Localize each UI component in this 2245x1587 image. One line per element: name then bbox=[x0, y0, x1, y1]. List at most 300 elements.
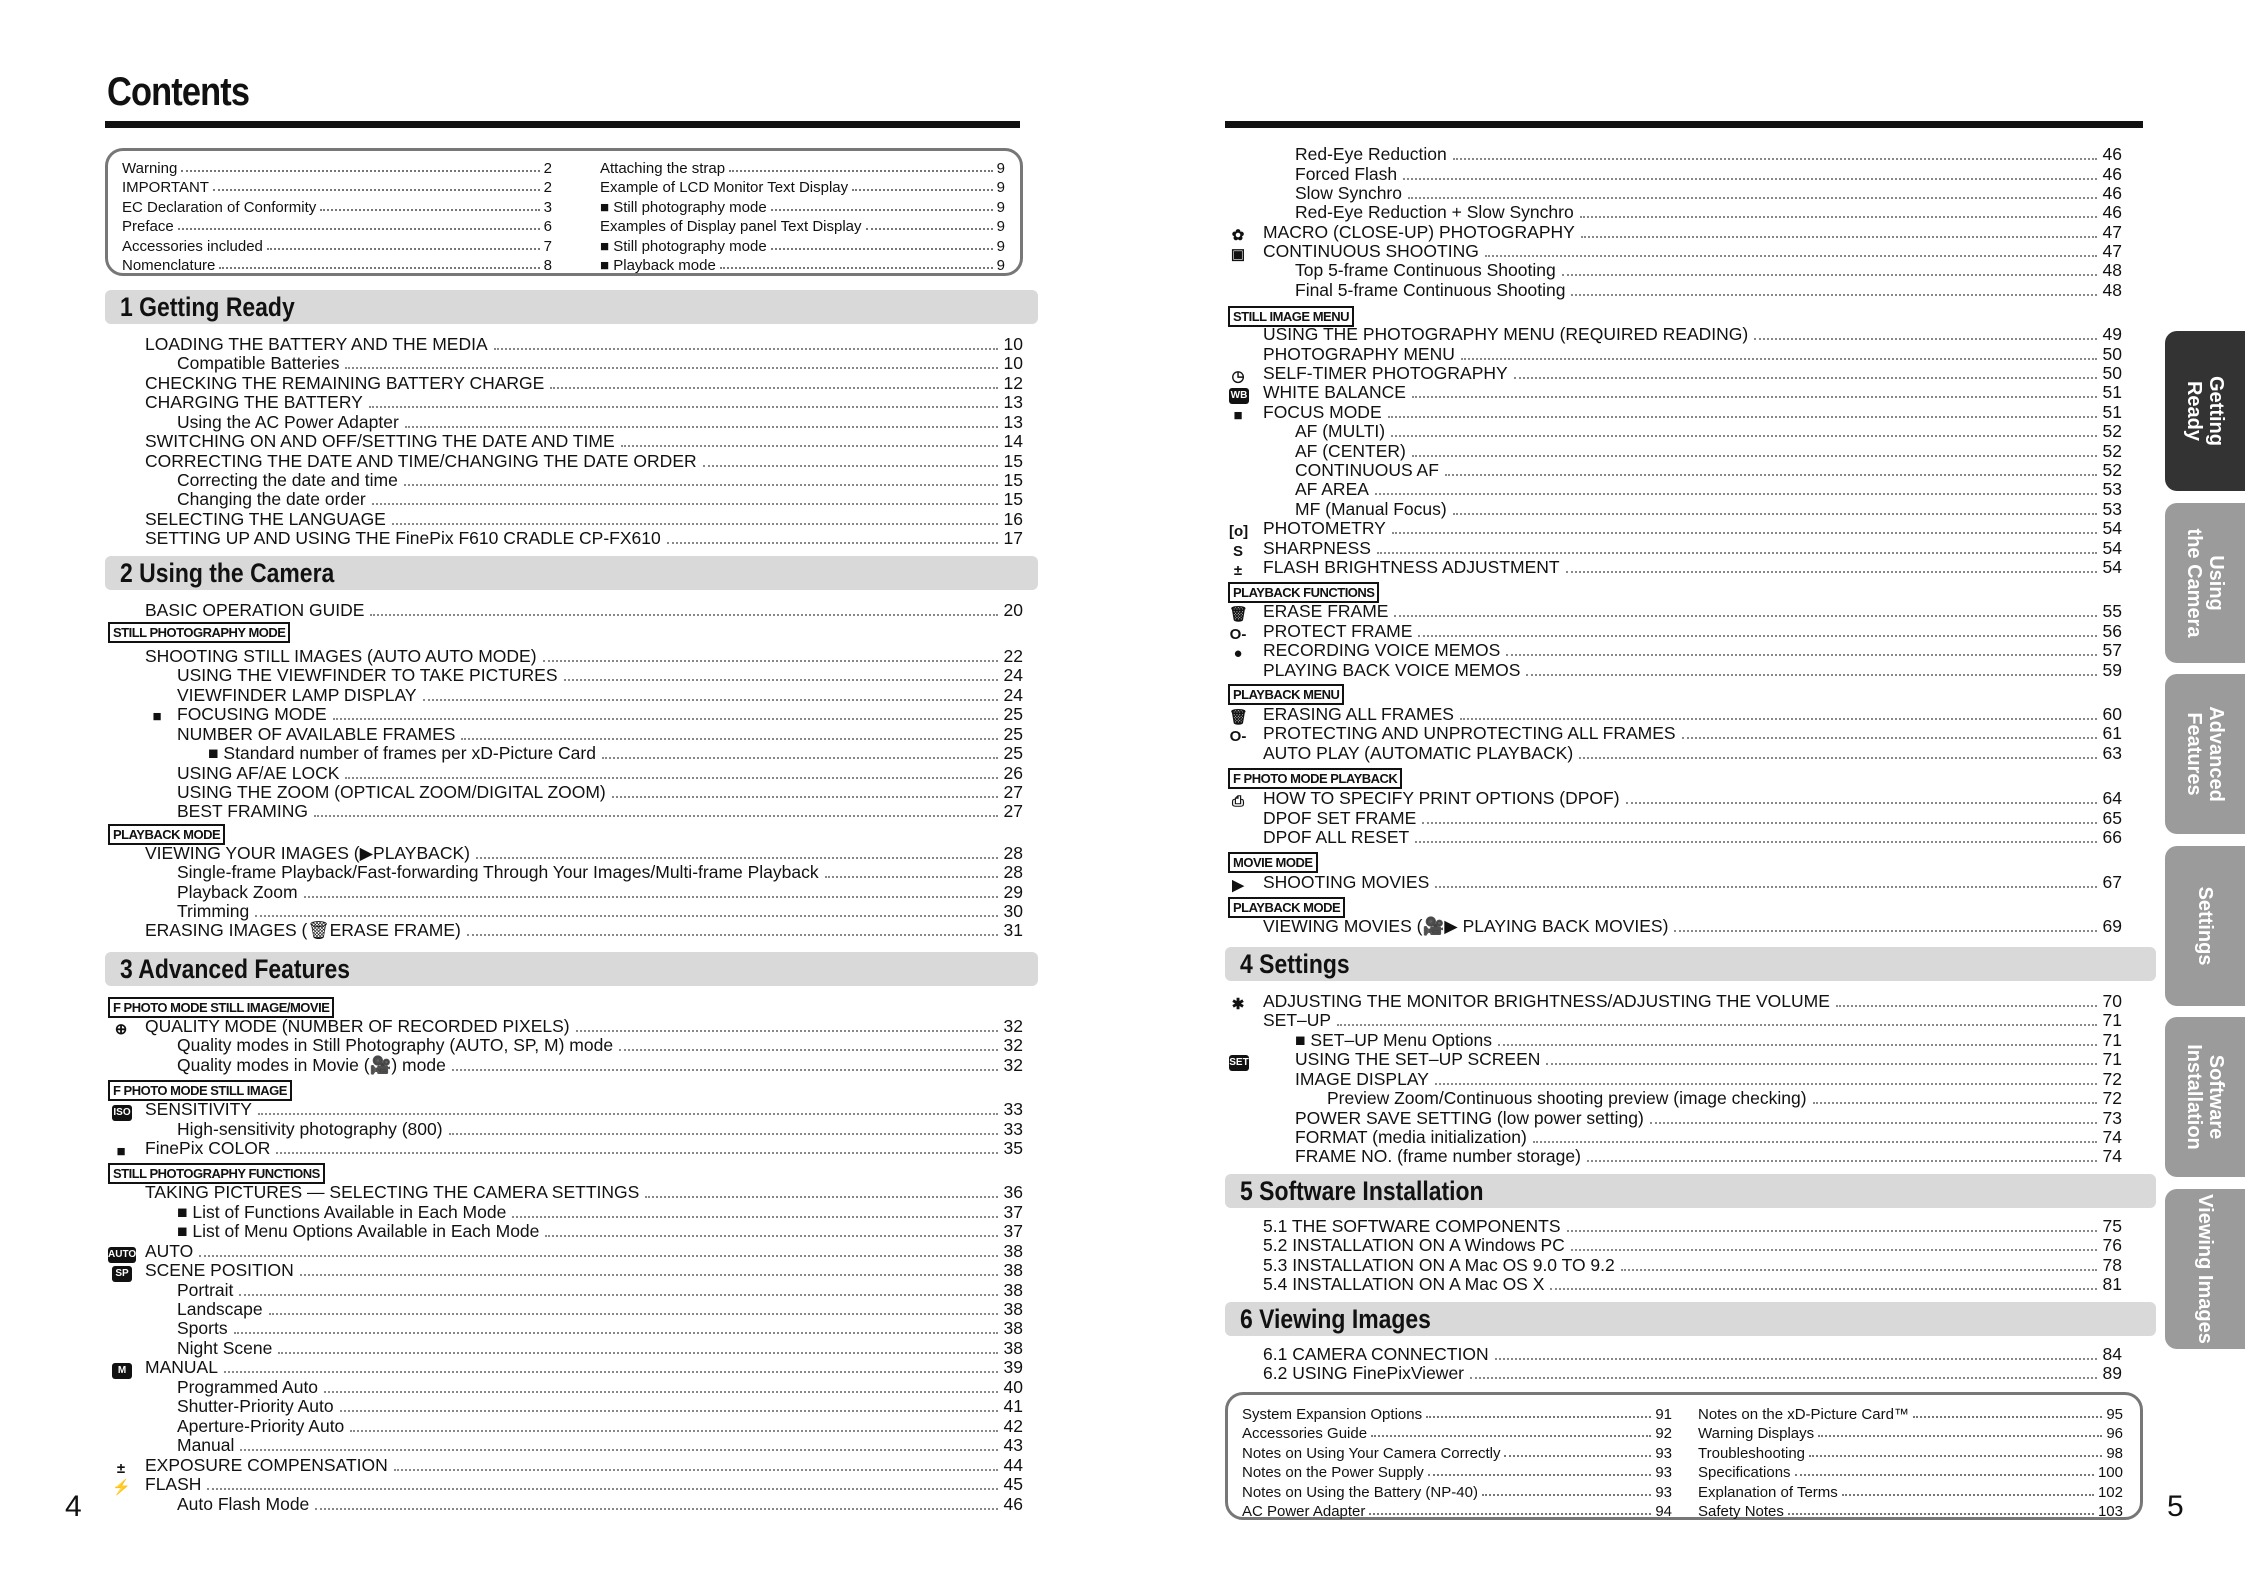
box-entry[interactable] bbox=[1698, 1442, 2123, 1462]
section-3-heading[interactable]: 3 Advanced Features bbox=[105, 952, 1038, 986]
box-entry[interactable] bbox=[1242, 1403, 1672, 1423]
leader-dots bbox=[1571, 1249, 2097, 1251]
toc-page-number: 89 bbox=[2102, 1363, 2122, 1384]
toc-page-number: 2 bbox=[543, 159, 552, 177]
toc-entry[interactable] bbox=[1263, 725, 2122, 744]
scene-position-icon: SP bbox=[112, 1266, 132, 1282]
toc-page-number: 40 bbox=[1003, 1377, 1023, 1398]
leader-dots bbox=[512, 1216, 997, 1218]
toc-page-number: 67 bbox=[2102, 872, 2122, 893]
toc-page-number: 51 bbox=[2102, 402, 2122, 423]
toc-entry[interactable] bbox=[1263, 829, 2122, 848]
toc-page-number: 66 bbox=[2102, 827, 2122, 848]
toc-entry[interactable] bbox=[1295, 462, 2122, 481]
leader-dots bbox=[1581, 236, 2097, 238]
leader-dots bbox=[1435, 1083, 2097, 1085]
toc-entry[interactable] bbox=[145, 1140, 1023, 1159]
chapter-tab-5[interactable] bbox=[2165, 1017, 2245, 1177]
leader-dots bbox=[1377, 552, 2097, 554]
toc-entry-label: Programmed Auto bbox=[177, 1377, 319, 1398]
toc-page-number: 44 bbox=[1003, 1455, 1023, 1476]
toc-entry-label: VIEWFINDER LAMP DISPLAY bbox=[177, 685, 417, 706]
toc-page-number: 26 bbox=[1003, 763, 1023, 784]
toc-entry-label: Nomenclature bbox=[122, 257, 216, 274]
continuous-shooting-icon: ▣ bbox=[1230, 246, 1246, 263]
leader-dots bbox=[1562, 274, 2097, 276]
leader-dots bbox=[1580, 216, 2097, 218]
toc-entry[interactable] bbox=[1295, 282, 2122, 301]
toc-page-number: 32 bbox=[1003, 1016, 1023, 1037]
toc-page-number: 61 bbox=[2102, 723, 2122, 744]
toc-entry[interactable] bbox=[145, 1359, 1023, 1378]
toc-entry[interactable] bbox=[145, 602, 1023, 621]
toc-page-number: 25 bbox=[1003, 724, 1023, 745]
toc-page-number: 28 bbox=[1003, 862, 1023, 883]
toc-entry[interactable] bbox=[1295, 262, 2122, 281]
leader-dots bbox=[234, 1332, 998, 1334]
leader-dots bbox=[476, 857, 998, 859]
toc-entry-label: Warning bbox=[122, 159, 178, 177]
toc-page-number: 20 bbox=[1003, 600, 1023, 621]
toc-page-number: 50 bbox=[2102, 344, 2122, 365]
toc-page-number: 93 bbox=[1655, 1483, 1672, 1501]
toc-entry-label: Notes on Using the Battery (NP-40) bbox=[1242, 1483, 1478, 1501]
toc-entry[interactable] bbox=[177, 706, 1023, 725]
leader-dots bbox=[1428, 1474, 1652, 1476]
box-entry[interactable] bbox=[600, 177, 1005, 197]
toc-page-number: 3 bbox=[543, 198, 552, 216]
toc-entry[interactable] bbox=[1295, 501, 2122, 520]
box-entry[interactable] bbox=[122, 235, 552, 255]
leader-dots bbox=[1435, 886, 2096, 888]
toc-entry[interactable] bbox=[177, 1398, 1023, 1417]
box-entry[interactable] bbox=[122, 255, 552, 275]
toc-page-number: 69 bbox=[2102, 916, 2122, 937]
voice-memo-icon: ● bbox=[1233, 645, 1243, 662]
leader-dots bbox=[372, 503, 998, 505]
toc-entry[interactable] bbox=[1295, 423, 2122, 442]
toc-entry-label: USING AF/AE LOCK bbox=[177, 763, 340, 784]
toc-page-number: 96 bbox=[2106, 1425, 2123, 1442]
leader-dots bbox=[550, 387, 997, 389]
toc-page-number: 41 bbox=[1003, 1396, 1023, 1417]
toc-entry-label: DPOF ALL RESET bbox=[1263, 827, 1410, 848]
toc-entry-label: SENSITIVITY bbox=[145, 1099, 252, 1120]
chapter-tab-label: Settings bbox=[2194, 886, 2216, 966]
leader-dots bbox=[224, 1371, 998, 1373]
leader-dots bbox=[1795, 1474, 2094, 1476]
tag-playback-functions: PLAYBACK FUNCTIONS bbox=[1228, 582, 1379, 603]
toc-entry[interactable] bbox=[1263, 1012, 2122, 1031]
toc-entry-label: Notes on the Power Supply bbox=[1242, 1464, 1424, 1481]
chapter-tab-1[interactable] bbox=[2165, 331, 2245, 491]
tag-still-image-menu: STILL IMAGE MENU bbox=[1228, 306, 1354, 327]
section-4-heading[interactable]: 4 Settings bbox=[1225, 947, 2156, 981]
toc-entry[interactable] bbox=[177, 1037, 1023, 1056]
toc-page-number: 57 bbox=[2102, 640, 2122, 661]
toc-page-number: 65 bbox=[2102, 808, 2122, 829]
toc-entry-label: Examples of Display panel Text Display bbox=[600, 218, 862, 235]
leader-dots bbox=[320, 209, 539, 211]
box-entry[interactable] bbox=[1242, 1501, 1672, 1521]
toc-page-number: 76 bbox=[2102, 1235, 2122, 1256]
toc-page-number: 25 bbox=[1003, 704, 1023, 725]
toc-entry[interactable] bbox=[1295, 481, 2122, 500]
toc-page-number: 53 bbox=[2102, 499, 2122, 520]
toc-page-number: 2 bbox=[543, 179, 552, 196]
toc-page-number: 9 bbox=[996, 257, 1005, 274]
toc-entry-label: Red-Eye Reduction + Slow Synchro bbox=[1295, 202, 1574, 223]
toc-entry[interactable] bbox=[177, 355, 1023, 374]
toc-entry-label: SWITCHING ON AND OFF/SETTING THE DATE AND TIME bbox=[145, 431, 615, 452]
toc-entry-label: Specifications bbox=[1698, 1464, 1791, 1481]
toc-entry-label: Warning Displays bbox=[1698, 1425, 1815, 1442]
toc-entry-label: PLAYING BACK VOICE MEMOS bbox=[1263, 660, 1521, 681]
toc-entry[interactable] bbox=[145, 1101, 1023, 1120]
page-number-right: 5 bbox=[2167, 1490, 2184, 1523]
chapter-tab-label: Software Installation bbox=[2183, 1044, 2227, 1150]
toc-entry-label: Explanation of Terms bbox=[1698, 1483, 1838, 1501]
leader-dots bbox=[645, 1196, 997, 1198]
toc-entry[interactable] bbox=[208, 745, 1023, 764]
leader-dots bbox=[703, 465, 998, 467]
toc-entry-label: MACRO (CLOSE-UP) PHOTOGRAPHY bbox=[1263, 222, 1575, 243]
leader-dots bbox=[1485, 255, 2097, 257]
toc-page-number: 74 bbox=[2102, 1127, 2122, 1148]
toc-entry-label: NUMBER OF AVAILABLE FRAMES bbox=[177, 724, 456, 745]
toc-page-number: 54 bbox=[2102, 518, 2122, 539]
right-page bbox=[1122, 0, 2245, 1587]
toc-page-number: 13 bbox=[1003, 412, 1023, 433]
toc-page-number: 37 bbox=[1003, 1202, 1023, 1223]
toc-page-number: 50 bbox=[2102, 363, 2122, 384]
toc-entry[interactable] bbox=[1295, 204, 2122, 223]
box-entry[interactable] bbox=[122, 196, 552, 216]
toc-page-number: 54 bbox=[2102, 538, 2122, 559]
chapter-tab-label: Using the Camera bbox=[2183, 528, 2227, 638]
leader-dots bbox=[602, 757, 998, 759]
leader-dots bbox=[1415, 841, 2096, 843]
toc-entry[interactable] bbox=[145, 394, 1023, 413]
tag-still-photography-mode: STILL PHOTOGRAPHY MODE bbox=[108, 622, 290, 643]
leader-dots bbox=[576, 1030, 998, 1032]
toc-entry[interactable] bbox=[177, 884, 1023, 903]
toc-entry-label: TAKING PICTURES — SELECTING THE CAMERA SETTINGS bbox=[145, 1182, 640, 1203]
chapter-tab-label: Viewing Images bbox=[2194, 1194, 2216, 1344]
box-entry[interactable] bbox=[1242, 1481, 1672, 1501]
leader-dots bbox=[771, 209, 993, 211]
leader-dots bbox=[1453, 513, 2097, 515]
toc-entry[interactable] bbox=[177, 1437, 1023, 1456]
box-entry[interactable] bbox=[600, 157, 1005, 177]
box-entry[interactable] bbox=[122, 157, 552, 177]
toc-entry[interactable] bbox=[1263, 662, 2122, 681]
leader-dots bbox=[181, 170, 539, 172]
toc-entry-label: FinePix COLOR bbox=[145, 1138, 271, 1159]
toc-entry[interactable] bbox=[177, 1340, 1023, 1359]
toc-entry-label: Safety Notes bbox=[1698, 1503, 1784, 1520]
toc-page-number: 14 bbox=[1003, 431, 1023, 452]
section-2-heading[interactable]: 2 Using the Camera bbox=[105, 556, 1038, 590]
toc-page-number: 32 bbox=[1003, 1055, 1023, 1076]
box-entry[interactable] bbox=[600, 216, 1005, 236]
toc-entry-label: HOW TO SPECIFY PRINT OPTIONS (DPOF) bbox=[1263, 788, 1620, 809]
toc-entry-label: SHARPNESS bbox=[1263, 538, 1371, 559]
toc-entry-label: PROTECT FRAME bbox=[1263, 621, 1413, 642]
toc-entry-label: SHOOTING STILL IMAGES (AUTO AUTO MODE) bbox=[145, 646, 537, 667]
toc-entry-label: Example of LCD Monitor Text Display bbox=[600, 179, 849, 196]
leader-dots bbox=[545, 1235, 997, 1237]
toc-page-number: 47 bbox=[2102, 222, 2122, 243]
toc-entry-label: PROTECTING AND UNPROTECTING ALL FRAMES bbox=[1263, 723, 1676, 744]
leader-dots bbox=[1533, 1141, 2097, 1143]
chapter-tab-6[interactable] bbox=[2165, 1189, 2245, 1349]
toc-entry[interactable] bbox=[1263, 326, 2122, 345]
leader-dots bbox=[1426, 1416, 1651, 1418]
leader-dots bbox=[240, 1449, 997, 1451]
toc-entry[interactable] bbox=[145, 1457, 1023, 1476]
box-entry[interactable] bbox=[1698, 1481, 2123, 1501]
toc-entry[interactable] bbox=[1263, 790, 2122, 809]
leader-dots bbox=[1809, 1455, 2102, 1457]
leader-dots bbox=[1506, 654, 2096, 656]
toc-page-number: 52 bbox=[2102, 421, 2122, 442]
toc-entry[interactable] bbox=[1263, 874, 2122, 893]
toc-entry[interactable] bbox=[1263, 642, 2122, 661]
box-entry[interactable] bbox=[600, 235, 1005, 255]
toc-page-number: 100 bbox=[2097, 1464, 2123, 1481]
toc-page-number: 25 bbox=[1003, 743, 1023, 764]
box-entry[interactable] bbox=[1698, 1501, 2123, 1521]
leader-dots bbox=[1836, 1005, 2097, 1007]
protect-all-icon: O- bbox=[1229, 728, 1247, 745]
toc-entry[interactable] bbox=[177, 1057, 1023, 1076]
box-entry[interactable] bbox=[600, 255, 1005, 275]
section-5-heading[interactable]: 5 Software Installation bbox=[1225, 1174, 2156, 1208]
toc-entry-label: Accessories included bbox=[122, 237, 263, 255]
toc-entry-label: MF (Manual Focus) bbox=[1295, 499, 1447, 520]
toc-page-number: 38 bbox=[1003, 1318, 1023, 1339]
toc-entry[interactable] bbox=[145, 1262, 1023, 1281]
toc-entry-label: DPOF SET FRAME bbox=[1263, 808, 1417, 829]
toc-page-number: 15 bbox=[1003, 451, 1023, 472]
leader-dots bbox=[1550, 1288, 2096, 1290]
leader-dots bbox=[1375, 493, 2097, 495]
leader-dots bbox=[1412, 396, 2097, 398]
toc-entry-label: Notes on Using Your Camera Correctly bbox=[1242, 1444, 1501, 1462]
toc-entry-label: Accessories Guide bbox=[1242, 1425, 1368, 1442]
leader-dots bbox=[1913, 1416, 2102, 1418]
toc-entry[interactable] bbox=[145, 530, 1023, 549]
toc-entry-label: 5.3 INSTALLATION ON A Mac OS 9.0 TO 9.2 bbox=[1263, 1255, 1615, 1276]
toc-entry[interactable] bbox=[1327, 1090, 2122, 1109]
box-entry[interactable] bbox=[122, 216, 552, 236]
toc-entry-label: IMPORTANT bbox=[122, 179, 209, 196]
toc-entry[interactable] bbox=[1263, 918, 2122, 937]
box-entry[interactable] bbox=[600, 196, 1005, 216]
box-entry[interactable] bbox=[1242, 1442, 1672, 1462]
self-timer-icon: ◷ bbox=[1231, 368, 1245, 385]
leader-dots bbox=[1514, 377, 2097, 379]
toc-page-number: 94 bbox=[1655, 1503, 1672, 1520]
toc-entry[interactable] bbox=[177, 1418, 1023, 1437]
box-entry[interactable] bbox=[122, 177, 552, 197]
leader-dots bbox=[345, 777, 997, 779]
toc-entry[interactable] bbox=[177, 1301, 1023, 1320]
leader-dots bbox=[394, 1469, 998, 1471]
toc-entry-label: VIEWING YOUR IMAGES (▶PLAYBACK) bbox=[145, 843, 470, 864]
toc-entry[interactable] bbox=[1295, 166, 2122, 185]
toc-entry-label: Single-frame Playback/Fast-forwarding Through Your Images/Multi-frame Playback bbox=[177, 862, 819, 883]
toc-page-number: 60 bbox=[2102, 704, 2122, 725]
leader-dots bbox=[1403, 178, 2096, 180]
leader-dots bbox=[1412, 455, 2097, 457]
toc-entry-label: AC Power Adapter bbox=[1242, 1503, 1366, 1520]
toc-entry[interactable] bbox=[1263, 559, 2122, 578]
leader-dots bbox=[461, 738, 997, 740]
toc-entry[interactable] bbox=[1263, 384, 2122, 403]
toc-page-number: 28 bbox=[1003, 843, 1023, 864]
chapter-tab-3[interactable] bbox=[2165, 674, 2245, 834]
front-matter-right-col bbox=[600, 157, 1005, 274]
toc-entry[interactable] bbox=[177, 1496, 1023, 1515]
toc-page-number: 71 bbox=[2102, 1010, 2122, 1031]
leader-dots bbox=[1546, 1063, 2096, 1065]
leader-dots bbox=[543, 660, 998, 662]
toc-entry-label: WHITE BALANCE bbox=[1263, 382, 1406, 403]
leader-dots bbox=[449, 1133, 998, 1135]
toc-entry-label: BEST FRAMING bbox=[177, 801, 308, 822]
toc-entry[interactable] bbox=[1263, 1237, 2122, 1256]
toc-page-number: 38 bbox=[1003, 1338, 1023, 1359]
toc-entry[interactable] bbox=[1263, 404, 2122, 423]
toc-entry-label: MANUAL bbox=[145, 1357, 218, 1378]
toc-entry[interactable] bbox=[177, 1282, 1023, 1301]
toc-entry-label: Auto Flash Mode bbox=[177, 1494, 310, 1515]
toc-page-number: 93 bbox=[1655, 1444, 1672, 1462]
toc-entry-label: Notes on the xD-Picture Card™ bbox=[1698, 1405, 1909, 1423]
toc-page-number: 72 bbox=[2102, 1088, 2122, 1109]
toc-page-number: 102 bbox=[2097, 1483, 2123, 1501]
macro-icon: ✿ bbox=[1231, 227, 1245, 244]
toc-page-number: 36 bbox=[1003, 1182, 1023, 1203]
toc-entry-label: EXPOSURE COMPENSATION bbox=[145, 1455, 388, 1476]
toc-entry-label: ■ List of Menu Options Available in Each Mode bbox=[177, 1221, 540, 1242]
toc-entry[interactable] bbox=[177, 491, 1023, 510]
leader-dots bbox=[1587, 1160, 2097, 1162]
toc-page-number: 98 bbox=[2106, 1444, 2123, 1462]
chapter-tab-label: Getting Ready bbox=[2183, 376, 2227, 446]
toc-entry[interactable] bbox=[177, 1223, 1023, 1242]
toc-page-number: 71 bbox=[2102, 1030, 2122, 1051]
toc-page-number: 48 bbox=[2102, 260, 2122, 281]
chapter-tab-2[interactable] bbox=[2165, 503, 2245, 663]
box-entry[interactable] bbox=[1698, 1462, 2123, 1482]
leader-dots bbox=[1566, 571, 2097, 573]
leader-dots bbox=[178, 228, 540, 230]
toc-entry[interactable] bbox=[145, 433, 1023, 452]
section-1-heading[interactable]: 1 Getting Ready bbox=[105, 290, 1038, 324]
toc-entry-label: CHECKING THE REMAINING BATTERY CHARGE bbox=[145, 373, 545, 394]
toc-entry-label: 5.4 INSTALLATION ON A Mac OS X bbox=[1263, 1274, 1545, 1295]
leader-dots bbox=[494, 348, 998, 350]
toc-entry-label: Trimming bbox=[177, 901, 250, 922]
back-matter-left-col bbox=[1242, 1403, 1672, 1520]
leader-dots bbox=[267, 248, 540, 250]
toc-entry-label: Red-Eye Reduction bbox=[1295, 144, 1447, 165]
toc-page-number: 93 bbox=[1655, 1464, 1672, 1481]
box-entry[interactable] bbox=[1698, 1403, 2123, 1423]
toc-entry-label: Quality modes in Movie (🎥) mode bbox=[177, 1055, 446, 1076]
leader-dots bbox=[1394, 615, 2096, 617]
toc-entry-label: RECORDING VOICE MEMOS bbox=[1263, 640, 1501, 661]
chapter-tab-4[interactable] bbox=[2165, 846, 2245, 1006]
toc-entry[interactable] bbox=[1295, 1148, 2122, 1167]
toc-entry-label: High-sensitivity photography (800) bbox=[177, 1119, 443, 1140]
front-matter-left-col bbox=[122, 157, 552, 274]
toc-entry[interactable] bbox=[1295, 1051, 2122, 1070]
toc-entry-label: AF (CENTER) bbox=[1295, 441, 1406, 462]
toc-entry[interactable] bbox=[1263, 993, 2122, 1012]
toc-entry[interactable] bbox=[1263, 745, 2122, 764]
toc-entry[interactable] bbox=[177, 667, 1023, 686]
leader-dots bbox=[1445, 474, 2097, 476]
toc-entry[interactable] bbox=[145, 1476, 1023, 1495]
tag-playback-menu: PLAYBACK MENU bbox=[1228, 684, 1344, 705]
white-balance-icon: WB bbox=[1229, 388, 1249, 404]
toc-page-number: 103 bbox=[2097, 1503, 2123, 1520]
toc-page-number: 33 bbox=[1003, 1119, 1023, 1140]
box-entry[interactable] bbox=[1698, 1423, 2123, 1443]
toc-entry[interactable] bbox=[145, 1184, 1023, 1203]
toc-entry[interactable] bbox=[177, 1320, 1023, 1339]
toc-entry[interactable] bbox=[177, 803, 1023, 822]
focus-mode-icon: ■ bbox=[1233, 407, 1243, 424]
toc-entry-label: SCENE POSITION bbox=[145, 1260, 294, 1281]
leader-dots bbox=[314, 815, 998, 817]
toc-entry-label: ERASING ALL FRAMES bbox=[1263, 704, 1454, 725]
toc-entry[interactable] bbox=[1263, 603, 2122, 622]
toc-entry-label: ■ Still photography mode bbox=[600, 237, 767, 255]
toc-entry[interactable] bbox=[1263, 1365, 2122, 1384]
photometry-icon: [o] bbox=[1229, 523, 1249, 540]
box-entry[interactable] bbox=[1242, 1462, 1672, 1482]
toc-entry[interactable] bbox=[1295, 146, 2122, 165]
leader-dots bbox=[1482, 1494, 1651, 1496]
toc-page-number: 38 bbox=[1003, 1280, 1023, 1301]
quality-mode-icon: ⊕ bbox=[114, 1021, 128, 1038]
toc-entry[interactable] bbox=[1263, 1276, 2122, 1295]
leader-dots bbox=[1842, 1494, 2094, 1496]
front-matter-box bbox=[105, 148, 1023, 276]
leader-dots bbox=[369, 406, 998, 408]
toc-entry[interactable] bbox=[145, 922, 1023, 941]
toc-entry-label: PHOTOMETRY bbox=[1263, 518, 1386, 539]
leader-dots bbox=[324, 1391, 997, 1393]
toc-entry[interactable] bbox=[177, 864, 1023, 883]
toc-page-number: 52 bbox=[2102, 460, 2122, 481]
section-6-heading[interactable]: 6 Viewing Images bbox=[1225, 1302, 2156, 1336]
toc-entry[interactable] bbox=[1263, 520, 2122, 539]
toc-entry[interactable] bbox=[177, 1121, 1023, 1140]
toc-entry-label: 6.1 CAMERA CONNECTION bbox=[1263, 1344, 1489, 1365]
leader-dots bbox=[370, 614, 997, 616]
exposure-compensation-icon: ± bbox=[116, 1460, 126, 1477]
toc-entry-label: FOCUSING MODE bbox=[177, 704, 327, 725]
flash-brightness-icon: ± bbox=[1233, 562, 1243, 579]
box-entry[interactable] bbox=[1242, 1423, 1672, 1443]
toc-page-number: 31 bbox=[1003, 920, 1023, 941]
